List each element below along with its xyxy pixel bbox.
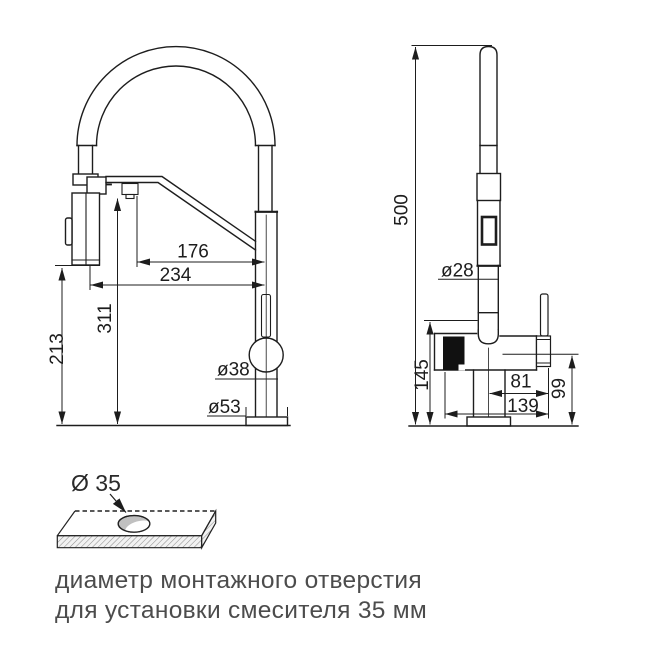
hose-outer-arc [77,47,275,146]
dim-176-label: 176 [177,241,209,263]
hose-inner-arc [97,66,256,146]
caption-line-2: для установки смесителя 35 мм [55,597,428,624]
spray-button [66,218,73,245]
dim-d53-label: ø53 [208,397,241,418]
slab-front-face [57,536,201,548]
faucet-front-drawing [57,47,290,426]
handle-lever [541,294,549,336]
dim-213-label: 213 [47,333,69,365]
column-rounded-end [478,330,498,344]
mounting-hole-diagram [57,470,215,548]
dim-99-label: 99 [549,377,571,400]
dim-d28-label: ø28 [441,260,474,282]
dim-311-label: 311 [95,303,117,334]
dim-139-label: 139 [507,396,539,417]
faucet-side-drawing [409,47,578,427]
dim-81-label: 81 [510,371,532,393]
caption-line-1: диаметр монтажного отверстия [55,567,422,594]
caption [55,567,427,624]
dim-234-label: 234 [159,265,192,286]
column-window [482,217,496,245]
head-holder-clip [122,184,138,199]
dim-145-label: 145 [412,359,434,391]
side-handle [537,294,551,367]
hole-leader-line [110,494,126,513]
side-view [392,46,578,427]
side-base-plate [467,417,511,426]
handle-joint [537,336,551,367]
countertop-slab [57,511,215,548]
dim-d38-label: ø38 [217,359,250,381]
column-collar [477,174,501,201]
spray-head [66,174,112,265]
front-base-plate [246,417,288,426]
dim-500-label: 500 [391,194,413,226]
hole-diameter-label: Ø 35 [71,470,121,496]
front-view [47,47,290,426]
column-cap [480,47,497,146]
